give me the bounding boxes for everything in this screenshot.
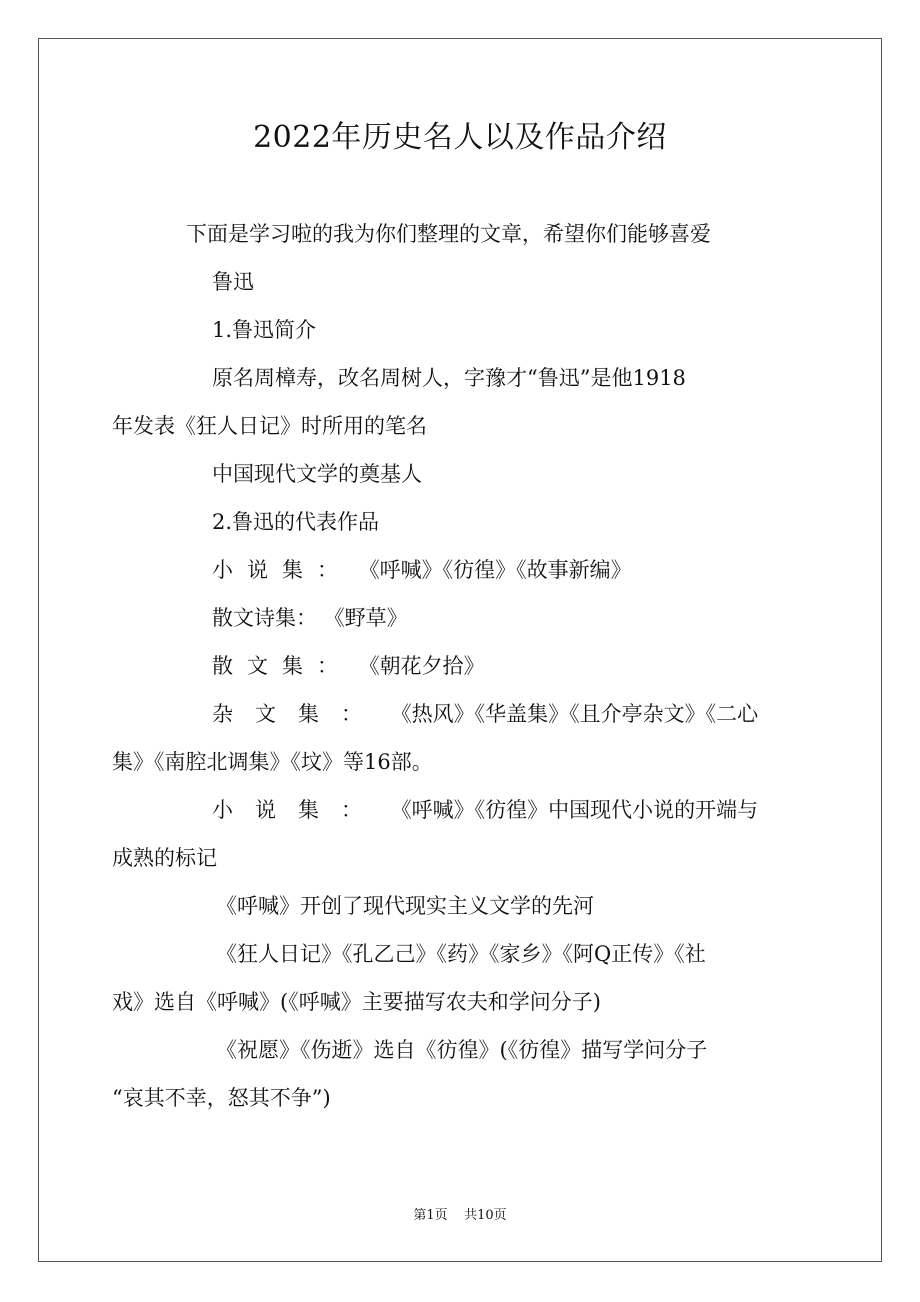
page-total: 共10页	[464, 1208, 507, 1223]
section-heading-luxun: 鲁迅	[212, 270, 254, 294]
document-title: 2022年历史名人以及作品介绍	[253, 120, 667, 155]
works-prose-poems	[112, 594, 812, 642]
nahan-stories: 《狂人日记》《孔乙己》《药》《家乡》《阿Q正传》《社	[216, 942, 706, 966]
nahan-stories-cont: 戏》选自《呼喊》(《呼喊》主要描写农夫和学问分子)	[112, 990, 601, 1014]
panghuang-stories: 《祝愿》《伤逝》选自《彷徨》(《彷徨》描写学问分子	[216, 1038, 708, 1062]
bio-line-1: 原名周樟寿，改名周树人，字豫才“鲁迅”是他1918	[212, 366, 686, 390]
works-novels	[112, 546, 812, 594]
novels-note-cont: 成熟的标记	[112, 846, 217, 870]
bio-line-2: 年发表《狂人日记》时所用的笔名	[112, 414, 427, 438]
novels-note-label: 小说集：	[212, 798, 384, 822]
works-essays-titles: 《朝花夕拾》	[358, 654, 485, 678]
subheading-works: 2.鲁迅的代表作品	[212, 510, 380, 534]
bio-line-3: 中国现代文学的奠基人	[212, 462, 422, 486]
document-body	[112, 210, 812, 1122]
panghuang-stories-cont: “哀其不幸，怒其不争”)	[112, 1086, 331, 1110]
works-prose-poems-label: 散文诗集：	[212, 606, 317, 630]
works-novels-titles: 《呼喊》《彷徨》《故事新编》	[358, 558, 632, 582]
page-number: 第1页	[413, 1208, 448, 1223]
works-prose-poems-titles: 《野草》	[323, 606, 408, 630]
intro-paragraph: 下面是学习啦的我为你们整理的文章，希望你们能够喜爱	[186, 222, 711, 246]
works-zawen	[112, 690, 812, 738]
nahan-note: 《呼喊》开创了现代现实主义文学的先河	[216, 894, 594, 918]
works-zawen-titles: 《热风》《华盖集》《且介亭杂文》《二心	[390, 702, 759, 726]
novels-note	[112, 786, 812, 834]
works-essays-label: 散文集：	[212, 654, 352, 678]
works-zawen-label: 杂文集：	[212, 702, 384, 726]
works-novels-label: 小说集：	[212, 558, 352, 582]
works-zawen-cont: 集》《南腔北调集》《坟》等16部。	[112, 750, 433, 774]
page-footer	[0, 1206, 920, 1226]
subheading-bio: 1.鲁迅简介	[212, 318, 317, 342]
novels-note-text: 《呼喊》《彷徨》中国现代小说的开端与	[390, 798, 759, 822]
works-essays	[112, 642, 812, 690]
